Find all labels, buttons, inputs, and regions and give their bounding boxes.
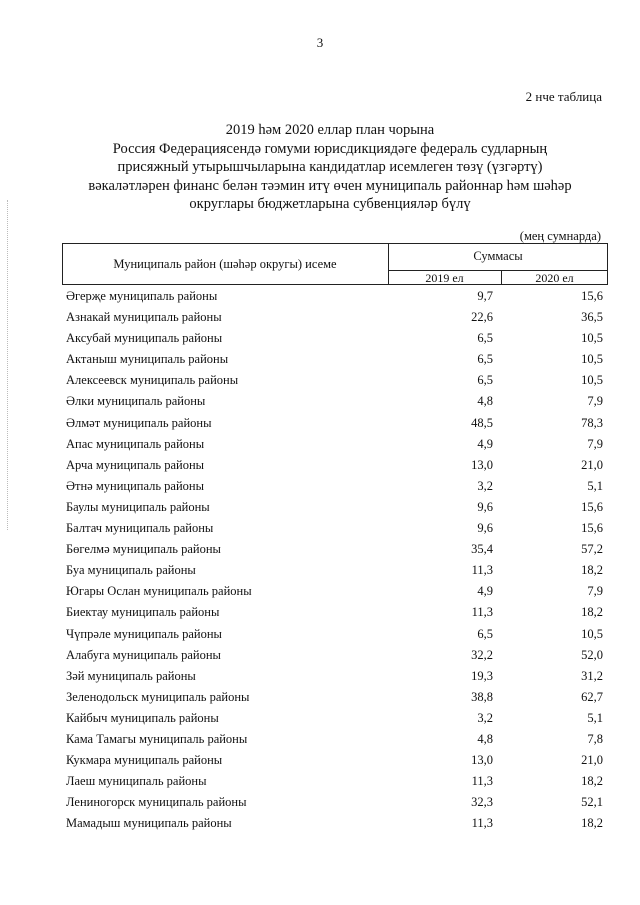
amount-2019: 11,3 bbox=[471, 774, 493, 789]
amount-2020: 62,7 bbox=[581, 689, 603, 704]
table-row bbox=[0, 497, 640, 518]
title-line: 2019 һәм 2020 еллар план чорына bbox=[225, 122, 435, 138]
table-row bbox=[0, 539, 640, 560]
district-name: Алабуга муниципаль районы bbox=[66, 647, 221, 662]
district-name: Мамадыш муниципаль районы bbox=[66, 816, 232, 831]
table-row bbox=[0, 518, 640, 539]
amount-2020: 18,2 bbox=[581, 563, 603, 578]
table-row bbox=[0, 602, 640, 623]
table-row bbox=[0, 729, 640, 750]
title-line: Россия Федерациясендә гомуми юрисдикциядәге федераль судларның bbox=[112, 140, 548, 157]
amount-2020: 7,9 bbox=[587, 394, 603, 409]
district-name: Лениногорск муниципаль районы bbox=[66, 795, 247, 810]
district-name: Кукмара муниципаль районы bbox=[66, 753, 223, 768]
amount-2019: 3,2 bbox=[477, 710, 493, 725]
amount-2019: 4,8 bbox=[477, 394, 493, 409]
amount-2020: 18,2 bbox=[581, 605, 603, 620]
page-number: 3 bbox=[316, 35, 324, 50]
amount-2019: 11,3 bbox=[471, 605, 493, 620]
amount-2019: 4,9 bbox=[477, 584, 493, 599]
amount-2019: 22,6 bbox=[471, 310, 493, 325]
amount-2019: 9,6 bbox=[477, 521, 493, 536]
amount-2020: 7,9 bbox=[587, 584, 603, 599]
district-name: Әлмәт муниципаль районы bbox=[66, 415, 212, 430]
district-name: Югары Ослан муниципаль районы bbox=[66, 584, 252, 599]
district-name: Баулы муниципаль районы bbox=[66, 499, 210, 514]
district-name: Әтнә муниципаль районы bbox=[66, 478, 205, 493]
table-row bbox=[0, 708, 640, 729]
title-line: вәкаләтләрен финанс белән тәэмин итү өчен муниципаль районнар һәм шәһәр bbox=[88, 177, 572, 194]
amount-2019: 48,5 bbox=[471, 415, 493, 430]
title-line: округлары бюджетларына субвенцияләр бүлү bbox=[189, 196, 471, 213]
table-row bbox=[0, 666, 640, 687]
table-row bbox=[0, 391, 640, 412]
amount-2020: 15,6 bbox=[581, 289, 603, 303]
amount-2019: 32,3 bbox=[471, 795, 493, 810]
amount-2019: 6,5 bbox=[477, 331, 493, 346]
table-tag: 2 нче таблица bbox=[525, 89, 602, 104]
table-row bbox=[0, 286, 640, 307]
table-row bbox=[0, 434, 640, 455]
amount-2019: 4,9 bbox=[477, 436, 493, 451]
table-row bbox=[0, 349, 640, 370]
amount-2020: 10,5 bbox=[581, 352, 603, 367]
units-label: (мең сумнарда) bbox=[519, 229, 601, 243]
amount-2020: 5,1 bbox=[587, 478, 603, 493]
amount-2020: 36,5 bbox=[581, 310, 603, 325]
document-title bbox=[60, 121, 600, 214]
amount-2019: 13,0 bbox=[471, 753, 493, 768]
district-name: Лаеш муниципаль районы bbox=[66, 774, 207, 789]
amount-2020: 15,6 bbox=[581, 499, 603, 514]
amount-2019: 13,0 bbox=[471, 457, 493, 472]
table-row bbox=[0, 813, 640, 834]
table-row bbox=[0, 624, 640, 645]
table-row bbox=[0, 476, 640, 497]
district-name: Кайбыч муниципаль районы bbox=[66, 710, 219, 725]
amount-2020: 7,8 bbox=[587, 731, 603, 746]
table-row bbox=[0, 307, 640, 328]
table-body bbox=[0, 286, 640, 834]
amount-2020: 21,0 bbox=[581, 457, 603, 472]
amount-2020: 18,2 bbox=[581, 774, 603, 789]
amount-2019: 11,3 bbox=[471, 563, 493, 578]
district-name: Зеленодольск муниципаль районы bbox=[66, 689, 250, 704]
header-name-column: Муниципаль район (шәһәр округы) исеме bbox=[113, 257, 337, 271]
table-row bbox=[0, 645, 640, 666]
amount-2019: 6,5 bbox=[477, 373, 493, 388]
amount-2020: 52,1 bbox=[581, 795, 603, 810]
amount-2020: 31,2 bbox=[581, 668, 603, 683]
district-name: Кама Тамагы муниципаль районы bbox=[66, 731, 248, 746]
district-name: Арча муниципаль районы bbox=[66, 457, 205, 472]
table-row bbox=[0, 370, 640, 391]
amount-2019: 6,5 bbox=[477, 352, 493, 367]
amount-2020: 18,2 bbox=[581, 816, 603, 831]
amount-2019: 19,3 bbox=[471, 668, 493, 683]
header-sum-column: Суммасы bbox=[473, 249, 523, 263]
district-name: Апас муниципаль районы bbox=[66, 436, 205, 451]
district-name: Әгерҗе муниципаль районы bbox=[66, 289, 218, 303]
header-2020-column: 2020 ел bbox=[535, 271, 574, 285]
amount-2020: 10,5 bbox=[581, 331, 603, 346]
header-2019-column: 2019 ел bbox=[425, 271, 464, 285]
amount-2020: 78,3 bbox=[581, 415, 603, 430]
table-row bbox=[0, 560, 640, 581]
table-row bbox=[0, 792, 640, 813]
table-row bbox=[0, 581, 640, 602]
district-name: Алексеевск муниципаль районы bbox=[66, 373, 239, 388]
amount-2019: 38,8 bbox=[471, 689, 493, 704]
district-name: Чүпрәле муниципаль районы bbox=[66, 626, 222, 641]
amount-2019: 3,2 bbox=[477, 478, 493, 493]
amount-2020: 7,9 bbox=[587, 436, 603, 451]
district-name: Буа муниципаль районы bbox=[66, 563, 196, 578]
amount-2019: 4,8 bbox=[477, 731, 493, 746]
amount-2020: 10,5 bbox=[581, 373, 603, 388]
table-row bbox=[0, 750, 640, 771]
amount-2020: 52,0 bbox=[581, 647, 603, 662]
amount-2020: 57,2 bbox=[581, 542, 603, 557]
amount-2019: 9,6 bbox=[477, 499, 493, 514]
table-row bbox=[0, 328, 640, 349]
table-row bbox=[0, 771, 640, 792]
amount-2019: 6,5 bbox=[477, 626, 493, 641]
amount-2020: 21,0 bbox=[581, 753, 603, 768]
district-name: Актаныш муниципаль районы bbox=[66, 352, 229, 367]
district-name: Әлки муниципаль районы bbox=[66, 394, 206, 409]
district-name: Аксубай муниципаль районы bbox=[66, 331, 223, 346]
district-name: Бөгелмә муниципаль районы bbox=[66, 542, 221, 557]
title-line: присяжный утырышчыларына кандидатлар исемлеген төзү (үзгәртү) bbox=[117, 159, 543, 176]
district-name: Азнакай муниципаль районы bbox=[66, 310, 222, 325]
amount-2020: 15,6 bbox=[581, 521, 603, 536]
district-name: Биектау муниципаль районы bbox=[66, 605, 220, 620]
amount-2019: 32,2 bbox=[471, 647, 493, 662]
amount-2019: 9,7 bbox=[477, 289, 493, 303]
district-name: Балтач муниципаль районы bbox=[66, 521, 214, 536]
table-row bbox=[0, 455, 640, 476]
amount-2020: 5,1 bbox=[587, 710, 603, 725]
amount-2020: 10,5 bbox=[581, 626, 603, 641]
table-row bbox=[0, 413, 640, 434]
table-row bbox=[0, 687, 640, 708]
amount-2019: 35,4 bbox=[471, 542, 493, 557]
amount-2019: 11,3 bbox=[471, 816, 493, 831]
district-name: Зәй муниципаль районы bbox=[66, 668, 196, 683]
